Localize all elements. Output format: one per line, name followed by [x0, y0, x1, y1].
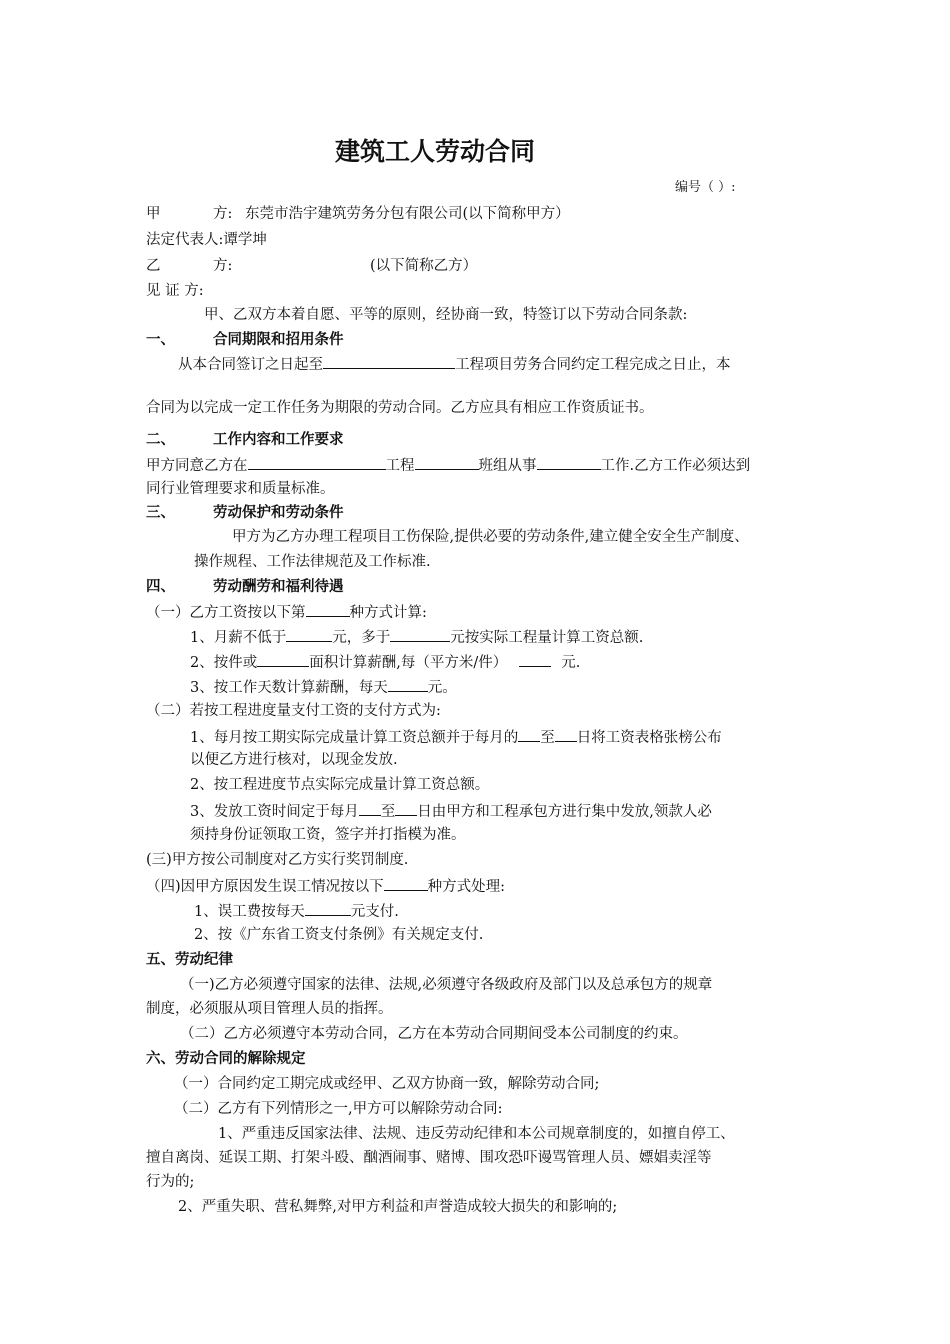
section-3-paragraph-2: 操作规程、工作法律规范及工作标准. — [194, 554, 431, 570]
section-4-2-3-cont: 须持身份证领取工资，签字并打指模为准。 — [190, 827, 466, 843]
section-4-number: 四、 — [146, 578, 175, 595]
document-title: 建筑工人劳动合同 — [334, 137, 535, 166]
blank-min-salary[interactable] — [286, 626, 332, 642]
blank-piece-area[interactable] — [257, 651, 309, 667]
section-6-2-1: 1、严重违反国家法律、法规、违反劳动纪律和本公司规章制度的，如擅自停工、 — [218, 1126, 735, 1142]
blank-max-salary[interactable] — [390, 626, 450, 642]
section-2-paragraph-2: 同行业管理要求和质量标准。 — [146, 481, 335, 497]
section-5-title: 五、劳动纪律 — [146, 951, 233, 968]
section-4-2-1: 1、每月按工期实际完成量计算工资总额并于每月的 至 日将工资表格张榜公布 — [190, 726, 722, 748]
section-6-2-1-end: 行为的; — [146, 1174, 195, 1190]
section-4-1-2: 2、按件或 面积计算薪酬,每（平方米/件） 元. — [190, 651, 580, 673]
section-1-paragraph: 从本合同签订之日起至 工程项目劳务合同约定工程完成之日止，本 — [178, 353, 731, 375]
blank-unit-price[interactable] — [519, 651, 551, 667]
section-4-1: （一）乙方工资按以下第 种方式计算: — [146, 601, 427, 623]
section-4-4: （四)因甲方原因发生误工情况按以下 种方式处理: — [146, 875, 505, 897]
party-b-value: (以下简称乙方） — [370, 258, 478, 274]
section-6-2-2: 2、严重失职、营私舞弊,对甲方利益和声誉造成较大损失的和影响的; — [178, 1199, 618, 1215]
section-1-paragraph-2: 合同为以完成一定工作任务为期限的劳动合同。乙方应具有相应工作资质证书。 — [146, 400, 654, 416]
blank-pay-day-from[interactable] — [359, 800, 381, 816]
section-5-1: （一)乙方必须遵守国家的法律、法规,必须遵守各级政府及部门以及总承包方的规章 — [180, 977, 713, 993]
section-1-title: 合同期限和招用条件 — [213, 331, 344, 348]
section-3-number: 三、 — [146, 504, 175, 521]
intro-paragraph: 甲、乙双方本着自愿、平等的原则，经协商一致，特签订以下劳动合同条款: — [204, 307, 688, 323]
section-6-1: （一）合同约定工期完成或经甲、乙双方协商一致，解除劳动合同; — [174, 1076, 600, 1092]
section-4-1-1: 1、月薪不低于 元，多于 元按实际工程量计算工资总额. — [190, 626, 643, 648]
blank-day-to[interactable] — [555, 726, 577, 742]
witness-label: 见 证 方: — [146, 283, 204, 299]
section-4-4-1: 1、误工费按每天 元支付. — [194, 900, 399, 922]
blank-team[interactable] — [415, 454, 479, 470]
party-a-label: 甲 — [146, 206, 161, 222]
legal-representative: 法定代表人:谭学坤 — [146, 232, 267, 248]
blank-day-from[interactable] — [518, 726, 540, 742]
blank-delay-method[interactable] — [384, 875, 428, 891]
party-b-label: 乙 — [146, 258, 161, 274]
section-2-paragraph: 甲方同意乙方在 工程 班组从事 工作.乙方工作必须达到 — [146, 454, 750, 476]
section-4-1-3: 3、按工作天数计算薪酬，每天 元。 — [190, 676, 457, 698]
section-4-2-2: 2、按工程进度节点实际完成量计算工资总额。 — [190, 777, 490, 793]
section-5-2: （二）乙方必须遵守本劳动合同，乙方在本劳动合同期间受本公司制度的约束。 — [180, 1026, 688, 1042]
section-4-2-1-cont: 以便乙方进行核对，以现金发放. — [190, 752, 398, 768]
blank-work-type[interactable] — [537, 454, 601, 470]
blank-work-location[interactable] — [248, 454, 386, 470]
blank-pay-day-to[interactable] — [395, 800, 417, 816]
section-4-2: （二）若按工程进度量支付工资的支付方式为: — [146, 703, 441, 719]
section-4-2-3: 3、发放工资时间定于每月 至 日由甲方和工程承包方进行集中发放,领款人必 — [190, 800, 712, 822]
section-4-4-2: 2、按《广东省工资支付条例》有关规定支付. — [194, 927, 484, 943]
blank-delay-fee[interactable] — [305, 900, 351, 916]
section-6-2-1-cont: 擅自离岗、延误工期、打架斗殴、酗酒闹事、赌博、围攻恐吓谩骂管理人员、嫖娼卖淫等 — [146, 1150, 712, 1166]
section-3-title: 劳动保护和劳动条件 — [213, 504, 344, 521]
blank-pay-method[interactable] — [306, 601, 350, 617]
party-a-colon: 方: — [213, 206, 233, 222]
section-3-paragraph: 甲方为乙方办理工程项目工伤保险,提供必要的劳动条件,建立健全安全生产制度、 — [232, 529, 749, 545]
section-5-1-cont: 制度，必须服从项目管理人员的指挥。 — [146, 1001, 393, 1017]
section-1-number: 一、 — [146, 331, 175, 348]
blank-daily-wage[interactable] — [388, 676, 428, 692]
section-4-3: (三)甲方按公司制度对乙方实行奖罚制度. — [146, 852, 409, 868]
section-6-title: 六、劳动合同的解除规定 — [146, 1050, 306, 1067]
party-b-colon: 方: — [213, 258, 233, 274]
party-a-value: 东莞市浩宇建筑劳务分包有限公司(以下简称甲方） — [245, 206, 570, 222]
section-2-title: 工作内容和工作要求 — [213, 431, 344, 448]
blank-project-name[interactable] — [323, 353, 455, 369]
section-2-number: 二、 — [146, 431, 175, 448]
section-6-2: （二）乙方有下列情形之一,甲方可以解除劳动合同: — [174, 1101, 503, 1117]
section-4-title: 劳动酬劳和福利待遇 — [213, 578, 344, 595]
contract-number: 编号（ ）: — [675, 180, 736, 195]
